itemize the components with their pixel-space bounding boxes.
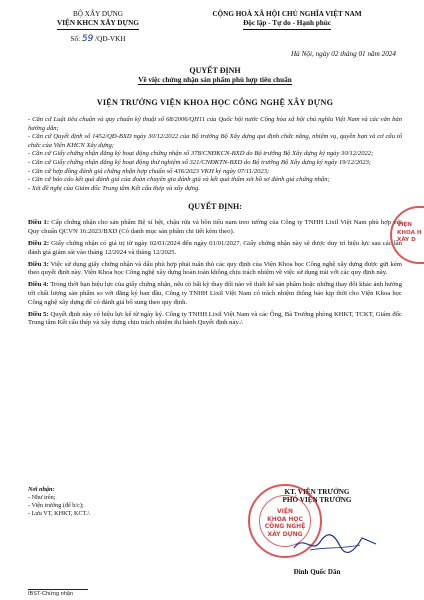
recipient-item: - Như trên; [28, 494, 56, 501]
article-5 [28, 311, 402, 329]
legal-basis-item: - Căn cứ hợp đồng đánh giá chứng nhận hợp chuẩn số 436/2023 VKH ký ngày 07/11/2023; [28, 167, 270, 175]
article-2 [28, 240, 402, 258]
signature-block [232, 486, 402, 576]
articles-list [28, 219, 402, 328]
ministry-name: BỘ XÂY DỰNG [72, 10, 124, 18]
decision-title: QUYẾT ĐỊNH [189, 66, 241, 75]
article-text: Quyết định này có hiệu lực kể từ ngày ký. Công ty TNHH Lixil Việt Nam và các Ông, Bà Trưởng phòng KHKT, TCKT, Giám đốc Trung tâm Kết cấu thép và xây dựng chịu trách nhiệm thi hành Quyết định này./. [28, 310, 403, 327]
seal-line: XÂY DỰNG [267, 530, 303, 538]
document-header [28, 10, 402, 44]
side-seal-text [397, 222, 422, 245]
decision-subject-text: Về việc chứng nhận sản phẩm phù hợp tiêu chuẩn [138, 76, 292, 84]
article-text: Trong thời hạn hiệu lực của giấy chứng nhận, nếu có bất kỳ thay đổi nào về thiết kế sản phẩm hoặc những thay đổi khác ảnh hưởng tới chất lượng sản phẩm so với đăng ký ban đầu, Công ty TNHH Lixil Việt Nam có trách nhiệm thông báo kịp thời cho Viện Khoa học Công nghệ xây dựng để có đánh giá bổ sung theo quy định. [28, 281, 402, 306]
legal-basis-item: - Căn cứ Luật tiêu chuẩn và quy chuẩn kỹ thuật số 68/2006/QH11 của Quốc hội nước Cộng hòa xã hội chủ nghĩa Việt Nam và các văn bản hướng dẫn; [28, 116, 402, 132]
recipient-item: - Lưu VT, KHKT, KCT./. [28, 510, 91, 517]
issuer-block [28, 10, 168, 44]
national-block [172, 10, 402, 44]
article-label: Điều 5: [28, 310, 49, 318]
article-text: Giấy chứng nhận có giá trị từ ngày 02/01/2024 đến ngày 01/01/2027. Giấy chứng nhận này sẽ được duy trì hiệu lực sau các lần đánh giá giám sát vào tháng 12/2024 và tháng 12/2025. [28, 239, 402, 256]
side-seal-line: XÂY D [397, 237, 416, 243]
article-label: Điều 3: [28, 260, 49, 268]
side-seal-line: KHOA H [397, 229, 422, 236]
legal-basis-item: - Xét đề nghị của Giám đốc Trung tâm Kết cấu thép và xây dựng. [28, 184, 200, 192]
decision-authority: VIỆN TRƯỞNG VIỆN KHOA HỌC CÔNG NGHỆ XÂY DỰNG [96, 98, 334, 107]
article-text: Cấp chứng nhận cho sản phẩm Bệ xí bệt, chậu rửa và bồn tiểu nam treo tường của Công ty TNHH Lixil Việt Nam phù hợp với Quy chuẩn QCVN 16:2023/BXD (Có danh mục sản phẩm chi tiết kèm theo). [28, 219, 403, 236]
seal-line: CÔNG NGHỆ [264, 523, 306, 530]
legal-basis-item: - Căn cứ báo cáo kết quả đánh giá của đoàn chuyên gia đánh giá và kết quả thẩm xét hồ sơ đánh giá chứng nhận; [28, 176, 330, 184]
footer-note: IBST-Chứng nhận [28, 589, 88, 597]
institute-name: VIỆN KHCN XÂY DỰNG [57, 19, 139, 30]
side-seal-line: VIỆN [397, 222, 412, 228]
republic-name: CỘNG HOÀ XÃ HỘI CHỦ NGHĨA VIỆT NAM [212, 10, 362, 18]
article-label: Điều 1: [28, 219, 50, 227]
article-3 [28, 261, 402, 279]
article-label: Điều 2: [28, 239, 50, 247]
national-motto: Độc lập - Tự do - Hạnh phúc [243, 19, 331, 30]
legal-basis-item: - Căn cứ Quyết định số 1452/QĐ-BXD ngày 30/12/2022 của Bộ trưởng Bộ Xây dựng qui định chức năng, nhiệm vụ, quyền hạn và cơ cấu tổ chức của Viện KHCN Xây dựng; [28, 133, 402, 149]
recipients-label: Nơi nhận: [28, 486, 55, 493]
number-handwritten: 59 [81, 34, 94, 44]
document-footer-block [28, 486, 402, 576]
article-text: Việc sử dụng giấy chứng nhận và dấu phù hợp phải tuân thủ các quy định của Viện Khoa học Công nghệ xây dựng được gửi kèm theo quyết định này. Viện Khoa học Công nghệ xây dựng hoàn toàn không chịu trách nhiệm về việc sử dụng trái với các quy định này. [28, 260, 402, 277]
legal-basis-item: - Căn cứ Giấy chứng nhận đăng ký hoạt động chứng nhận số 378/CNĐKCN-BXD do Bộ trưởng Bộ Xây dựng ký ngày 30/12/2022; [28, 150, 374, 158]
decision-subject [28, 76, 402, 84]
article-1 [28, 219, 402, 237]
handwritten-signature [290, 530, 380, 556]
signer-name: Đinh Quốc Dân [293, 568, 341, 576]
signer-authority: KT. VIỆN TRƯỞNG [284, 488, 350, 496]
issue-date: Hà Nội, ngày 02 tháng 01 năm 2024 [290, 50, 396, 58]
document-number [28, 35, 168, 44]
recipient-item: - Viện trưởng (để b/c); [28, 502, 84, 509]
legal-bases [28, 116, 402, 193]
number-prefix: Số: [70, 35, 81, 43]
decides-heading: QUYẾT ĐỊNH: [188, 202, 242, 212]
seal-line: KHOA HỌC [267, 515, 303, 523]
number-suffix: /QĐ-VKH [95, 35, 126, 43]
legal-basis-item: - Căn cứ Giấy chứng nhận đăng ký hoạt động thử nghiệm số 321/CNĐKTN-BXD do Bộ trưởng Bộ Xây dựng ký ngày 19/12/2023; [28, 158, 372, 166]
article-label: Điều 4: [28, 281, 49, 289]
recipients-block [28, 486, 178, 576]
seal-line: VIỆN [277, 508, 293, 515]
article-4 [28, 281, 402, 307]
signer-title: PHÓ VIỆN TRƯỞNG [282, 496, 352, 504]
